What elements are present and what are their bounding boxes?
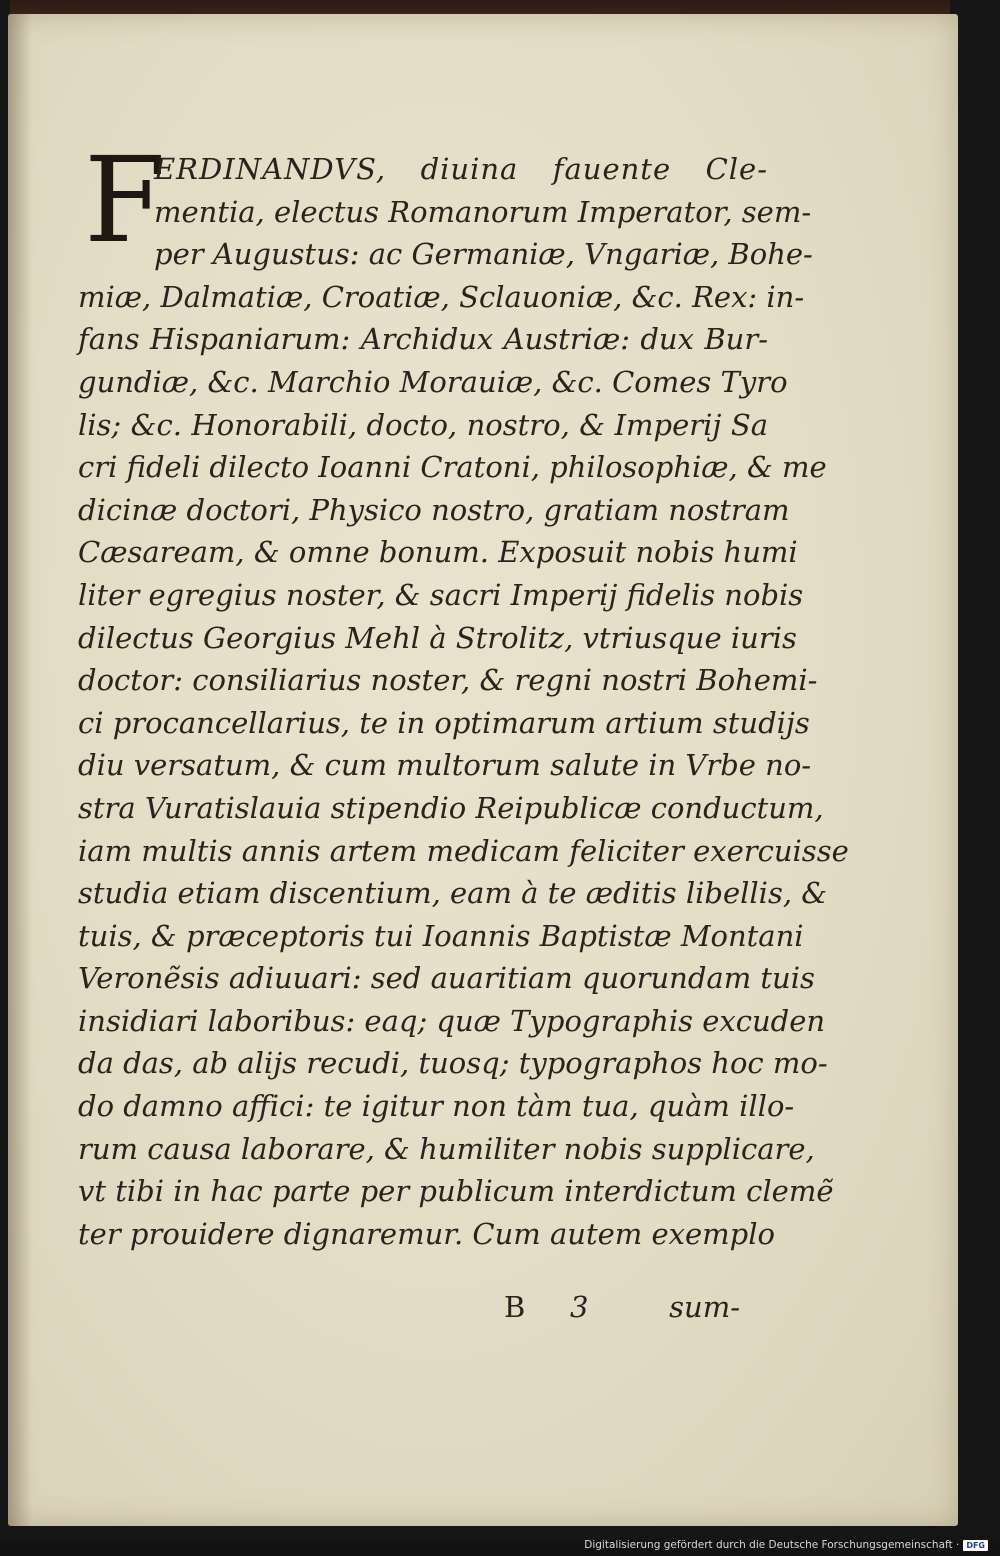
text-line: diu versatum, & cum multorum salute in Vrbe no- [78, 748, 812, 783]
gutter-shadow [8, 14, 32, 1526]
text-line: do damno affici: te igitur non tàm tua, quàm illo- [78, 1089, 795, 1124]
text-line: stra Vuratislauia stipendio Reipublicæ conductum, [78, 790, 824, 825]
text-line: ci procancellarius, te in optimarum artium studijs [78, 705, 810, 740]
text-line: tuis, & præceptoris tui Ioannis Baptistæ Montani [78, 918, 804, 953]
dfg-logo-icon: DFG [963, 1540, 988, 1551]
text-line: mentia, electus Romanorum Imperator, sem- [154, 194, 812, 229]
page-footer [78, 1290, 768, 1334]
text-line: rum causa laborare, & humiliter nobis supplicare, [78, 1131, 815, 1166]
text-line: miæ, Dalmatiæ, Croatiæ, Sclauoniæ, &c. Rex: in- [78, 279, 805, 314]
text-line: ERDINANDVS, diuina fauente Cle- [154, 152, 768, 186]
text-line: ter prouidere dignaremur. Cum autem exemplo [78, 1216, 775, 1251]
text-line: dicinæ doctori, Physico nostro, gratiam nostram [78, 492, 790, 527]
text-line: Cæsaream, & omne bonum. Exposuit nobis humi [78, 535, 798, 570]
text-line: studia etiam discentium, eam à te æditis libellis, & [78, 876, 828, 911]
text-line: cri fideli dilecto Ioanni Cratoni, philosophiæ, & me [78, 450, 827, 485]
page-text [78, 131, 849, 1255]
text-line: Veronẽsis adiuuari: sed auaritiam quorundam tuis [78, 961, 815, 996]
text-line: per Augustus: ac Germaniæ, Vngariæ, Bohe- [154, 237, 813, 272]
catchword: sum- [669, 1290, 740, 1324]
text-line: gundiæ, &c. Marchio Morauiæ, &c. Comes Tyro [78, 364, 788, 399]
text-line: da das, ab alijs recudi, tuosq; typographos hoc mo- [78, 1046, 828, 1081]
text-line: vt tibi in hac parte per publicum interdictum clemẽ [78, 1174, 834, 1209]
signature-mark-letter: B [504, 1290, 526, 1324]
signature-mark-number: 3 [570, 1290, 589, 1324]
text-line: insidiari laboribus: eaq; quæ Typographis excuden [78, 1003, 826, 1038]
text-line: dilectus Georgius Mehl à Strolitz, vtriusque iuris [78, 620, 797, 655]
digitization-credit [584, 1538, 988, 1552]
text-line: liter egregius noster, & sacri Imperij fidelis nobis [78, 577, 804, 612]
text-line: doctor: consiliarius noster, & regni nostri Bohemi- [78, 663, 818, 698]
text-line: fans Hispaniarum: Archidux Austriæ: dux Bur- [78, 322, 768, 357]
text-line: lis; &c. Honorabili, docto, nostro, & Imperij Sa [78, 407, 768, 442]
text-line: iam multis annis artem medicam feliciter exercuisse [78, 833, 849, 868]
drop-cap-initial: F [84, 131, 166, 269]
credit-text: Digitalisierung gefördert durch die Deutsche Forschungsgemeinschaft · [584, 1539, 960, 1551]
